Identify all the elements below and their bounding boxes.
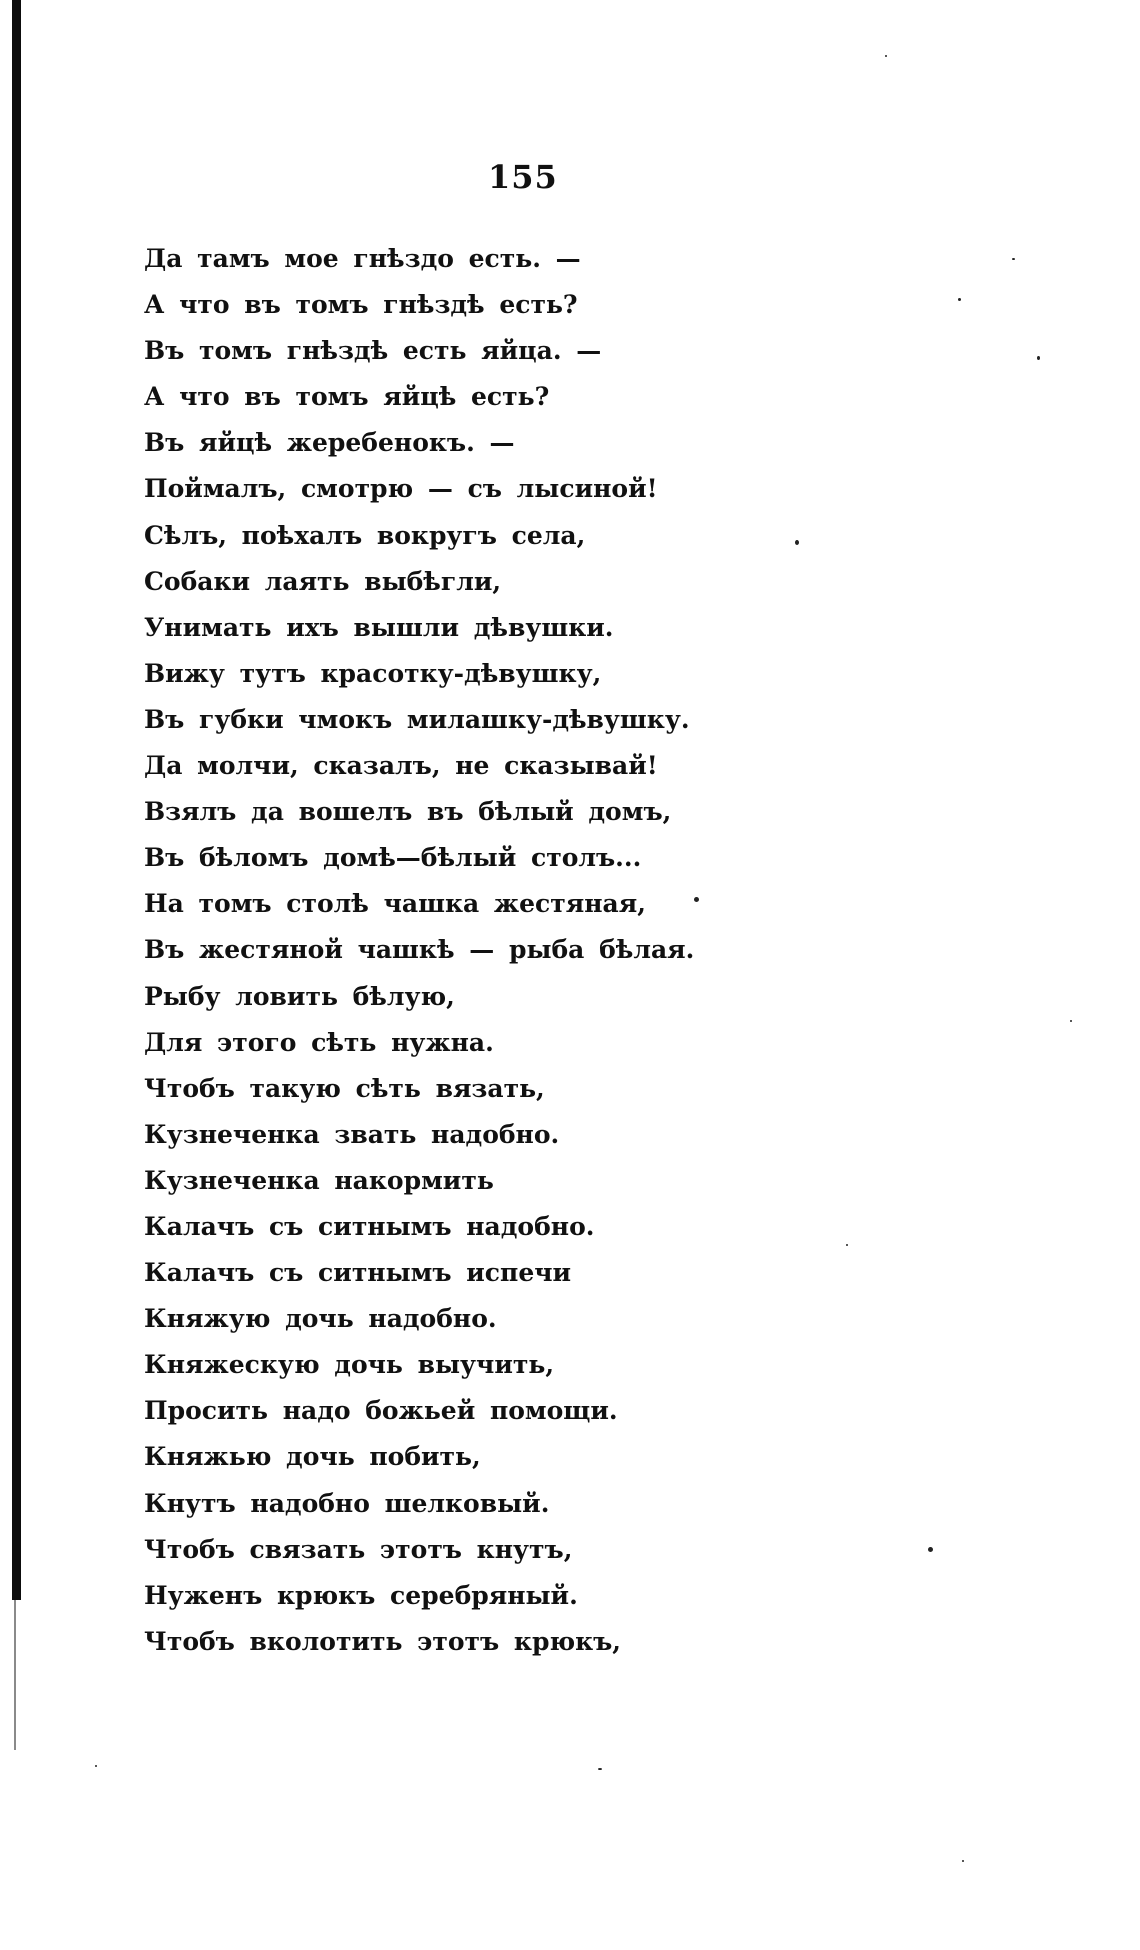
page-number: 155	[488, 158, 558, 196]
page-binding-shadow	[14, 1600, 16, 1750]
poem-line: Чтобъ вколотить этотъ крюкъ,	[144, 1626, 622, 1656]
scan-speck	[1012, 258, 1015, 260]
scan-speck	[958, 298, 961, 301]
poem-line: Вижу тутъ красотку-дѣвушку,	[144, 658, 602, 688]
poem-line: Да тамъ мое гнѣздо есть. —	[144, 244, 581, 273]
poem-line: Кузнеченка накормить	[144, 1165, 494, 1195]
poem-line: Унимать ихъ вышли дѣвушки.	[144, 612, 614, 642]
scan-speck	[95, 1765, 97, 1767]
scan-speck	[928, 1547, 933, 1552]
scan-speck	[1070, 1020, 1072, 1022]
scan-speck	[694, 897, 699, 902]
poem-line: Кузнеченка звать надобно.	[144, 1119, 560, 1149]
poem-line: А что въ томъ гнѣздѣ есть?	[144, 290, 578, 320]
poem-line: Чтобъ такую сѣть вязать,	[144, 1073, 545, 1103]
poem-line: Въ жестяной чашкѣ — рыба бѣлая.	[144, 935, 695, 965]
poem-line: Чтобъ связать этотъ кнутъ,	[144, 1534, 573, 1564]
poem-line: Княжую дочь надобно.	[144, 1304, 497, 1334]
scan-speck	[885, 55, 887, 57]
poem-line: Калачъ съ ситнымъ надобно.	[144, 1211, 595, 1241]
poem-line: Рыбу ловить бѣлую,	[144, 981, 455, 1011]
poem-line: Въ яйцѣ жеребенокъ. —	[144, 428, 515, 458]
poem-line: Собаки лаять выбѣгли,	[144, 566, 502, 596]
scan-speck	[846, 1244, 848, 1246]
poem-text	[144, 236, 694, 1665]
scan-speck	[1037, 356, 1040, 360]
poem-line: Княжескую дочь выучить,	[144, 1350, 555, 1380]
scan-speck	[962, 1860, 964, 1862]
poem-line: Взялъ да вошелъ въ бѣлый домъ,	[144, 797, 672, 827]
poem-line: Сѣлъ, поѣхалъ вокругъ села,	[144, 520, 586, 550]
poem-line: Для этого сѣть нужна.	[144, 1027, 494, 1057]
poem-line: Поймалъ, смотрю — съ лысиной!	[144, 474, 658, 504]
poem-line: Кнутъ надобно шелковый.	[144, 1488, 550, 1518]
poem-line: Нуженъ крюкъ серебряный.	[144, 1580, 578, 1610]
page-binding-edge	[12, 0, 21, 1600]
scan-speck	[795, 540, 799, 545]
poem-line: Просить надо божьей помощи.	[144, 1396, 618, 1426]
poem-line: Калачъ съ ситнымъ испечи	[144, 1258, 572, 1288]
poem-line: Да молчи, сказалъ, не сказывай!	[144, 751, 658, 781]
poem-line: Въ бѣломъ домѣ—бѣлый столъ...	[144, 843, 642, 873]
poem-line: А что въ томъ яйцѣ есть?	[144, 382, 550, 412]
poem-line: Княжью дочь побить,	[144, 1442, 481, 1472]
scan-speck	[598, 1768, 602, 1770]
poem-line: На томъ столѣ чашка жестяная,	[144, 889, 646, 919]
poem-line: Въ томъ гнѣздѣ есть яйца. —	[144, 336, 602, 366]
poem-line: Въ губки чмокъ милашку-дѣвушку.	[144, 704, 690, 734]
